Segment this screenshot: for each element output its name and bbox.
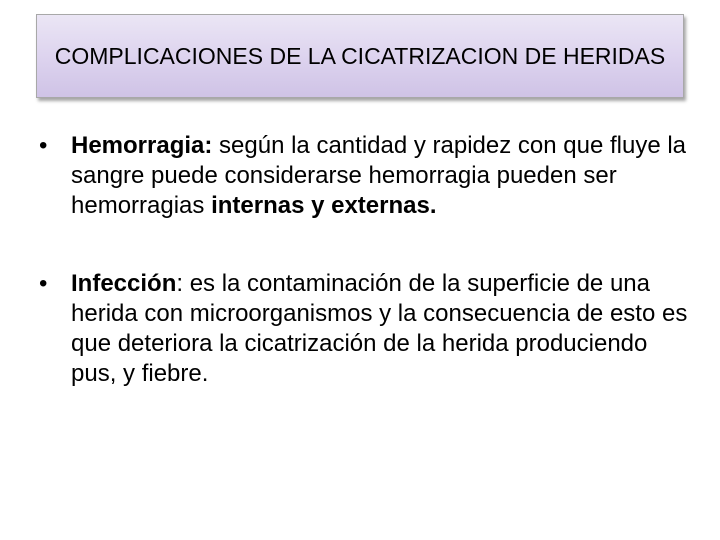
bullet-list (36, 131, 696, 389)
bullet-item-hemorragia (36, 131, 696, 221)
bullet-text: : es la contaminación de la superficie de una herida con microorganismos y la consecuencia de esto es que deteriora la cicatrización de la herida produciendo pus, y fiebre. (71, 270, 688, 387)
slide-title: COMPLICACIONES DE LA CICATRIZACION DE HERIDAS (54, 42, 666, 69)
bullet-term: Infección (71, 270, 177, 297)
bullet-item-infeccion (36, 269, 696, 389)
bullet-icon: • (39, 270, 48, 297)
bullet-emphasis: internas y externas. (211, 192, 437, 219)
bullet-text: según la cantidad y rapidez con que fluye la sangre puede considerarse hemorragia pueden ser hemorragias (71, 132, 687, 219)
slide-title-box (36, 14, 684, 98)
bullet-term: Hemorragia: (71, 132, 213, 159)
bullet-icon: • (39, 132, 48, 159)
